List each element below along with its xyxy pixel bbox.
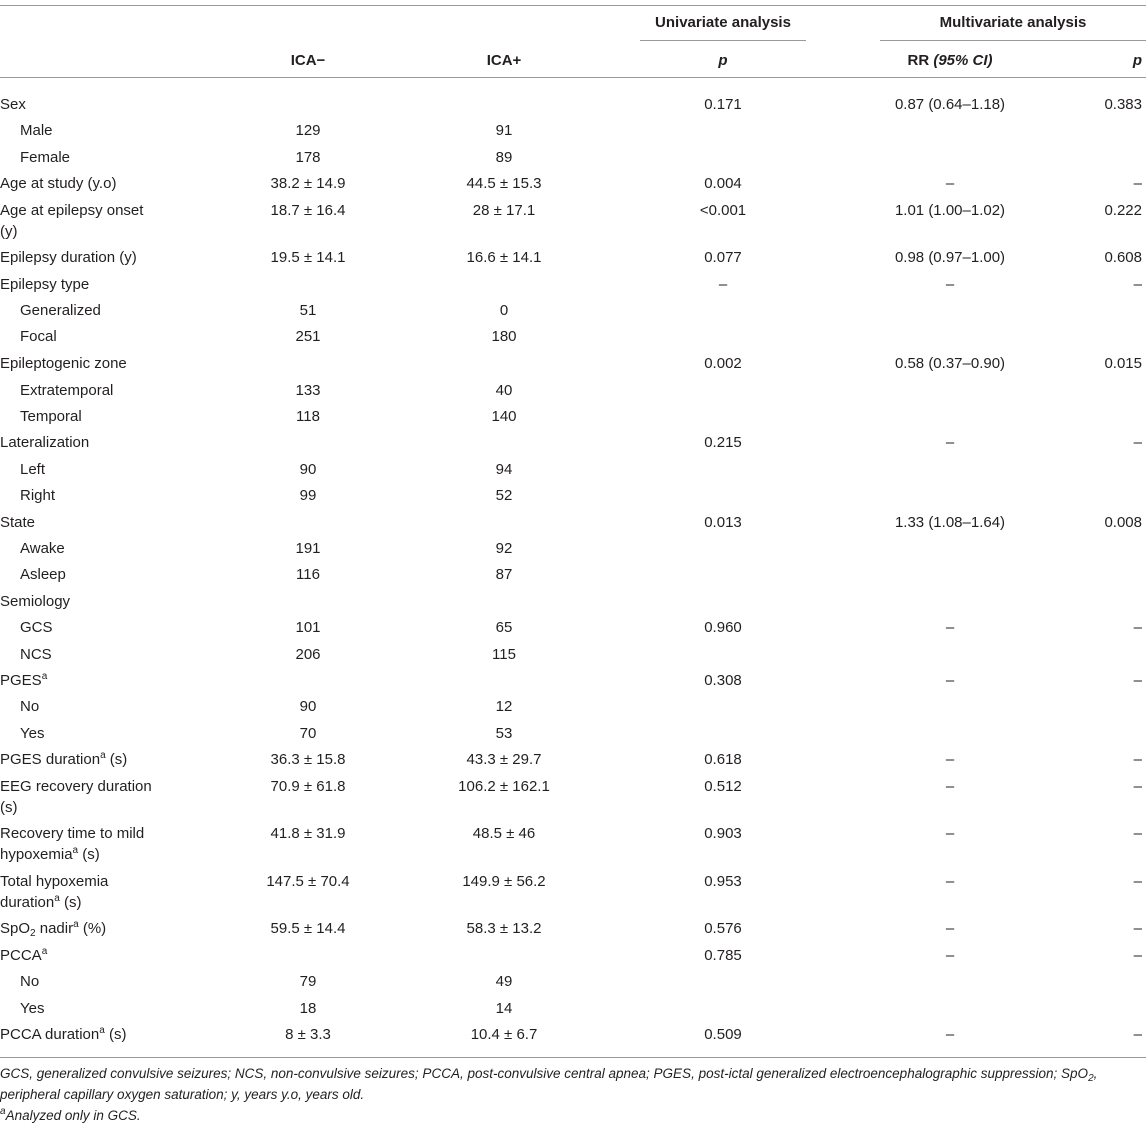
multivariate-p-column-header: p — [1132, 52, 1142, 69]
cell-multivariate-p: – — [1133, 751, 1142, 768]
cell-ica-negative: 206 — [295, 646, 321, 663]
cell-ica-positive: 48.5 ± 46 — [472, 825, 536, 842]
cell-ica-positive: 140 — [491, 408, 517, 425]
row-label: Epilepsy type — [0, 276, 90, 293]
multivariate-group-header: Multivariate analysis — [939, 14, 1087, 31]
cell-ica-negative: 133 — [295, 382, 321, 399]
header-rule — [0, 77, 1146, 78]
cell-ica-negative: 191 — [295, 540, 321, 557]
cell-ica-negative: 129 — [295, 122, 321, 139]
row-label: Yes — [20, 725, 45, 742]
cell-ica-positive: 149.9 ± 56.2 — [462, 873, 546, 890]
row-label: Awake — [20, 540, 65, 557]
cell-ica-positive: 16.6 ± 14.1 — [466, 249, 542, 266]
cell-ica-positive: 53 — [495, 725, 513, 742]
row-label: No — [20, 698, 40, 715]
cell-rr-ci: – — [945, 434, 955, 451]
cell-ica-positive: 12 — [495, 698, 513, 715]
cell-ica-negative: 147.5 ± 70.4 — [266, 873, 350, 890]
ica-negative-column-header: ICA− — [290, 52, 326, 69]
cell-ica-negative: 19.5 ± 14.1 — [270, 249, 346, 266]
row-label: Sex — [0, 96, 26, 113]
row-label: Left — [20, 461, 46, 478]
cell-multivariate-p: – — [1133, 672, 1142, 689]
cell-ica-positive: 14 — [495, 1000, 513, 1017]
cell-multivariate-p: 0.008 — [1104, 514, 1142, 531]
row-label: Age at epilepsy onset (y) — [0, 202, 144, 240]
cell-ica-positive: 106.2 ± 162.1 — [458, 778, 550, 795]
footnote-analysis-note: $^a$Analyzed only in GCS. — [0, 1106, 141, 1123]
cell-ica-positive: 43.3 ± 29.7 — [466, 751, 542, 768]
cell-ica-negative: 8 ± 3.3 — [285, 1026, 331, 1043]
cell-ica-negative: 51 — [299, 302, 317, 319]
row-label: SpO$_2$ nadir$^a$ (%) — [0, 919, 107, 939]
cell-rr-ci: – — [945, 276, 955, 293]
cell-univariate-p: 0.903 — [704, 825, 742, 842]
cell-rr-ci: – — [945, 175, 955, 192]
cell-ica-positive: 94 — [495, 461, 513, 478]
cell-univariate-p: 0.576 — [704, 920, 742, 937]
row-label: No — [20, 973, 40, 990]
footnote-abbreviations-cont: peripheral capillary oxygen saturation; y, years y.o, years old. — [0, 1087, 365, 1102]
cell-ica-positive: 91 — [495, 122, 513, 139]
cell-multivariate-p: – — [1133, 947, 1142, 964]
cell-univariate-p: 0.512 — [704, 778, 742, 795]
cell-ica-negative: 90 — [299, 698, 317, 715]
cell-ica-positive: 28 ± 17.1 — [472, 202, 536, 219]
cell-ica-positive: 0 — [499, 302, 509, 319]
cell-multivariate-p: 0.383 — [1104, 96, 1142, 113]
row-label: PCCA$^a$ — [0, 946, 48, 964]
cell-ica-negative: 70.9 ± 61.8 — [270, 778, 346, 795]
cell-ica-negative: 116 — [296, 566, 320, 583]
row-label: Total hypoxemia duration$^a$ (s) — [0, 873, 109, 911]
cell-ica-positive: 92 — [495, 540, 513, 557]
cell-multivariate-p: – — [1133, 276, 1142, 293]
cell-ica-negative: 70 — [299, 725, 317, 742]
row-label: Generalized — [20, 302, 101, 319]
row-label: Yes — [20, 1000, 45, 1017]
ica-positive-column-header: ICA+ — [486, 52, 522, 69]
cell-rr-ci: – — [945, 1026, 955, 1043]
cell-ica-negative: 18.7 ± 16.4 — [270, 202, 346, 219]
cell-ica-negative: 90 — [299, 461, 317, 478]
cell-univariate-p: 0.509 — [704, 1026, 742, 1043]
row-label: Asleep — [20, 566, 66, 583]
cell-ica-positive: 52 — [495, 487, 513, 504]
cell-univariate-p: 0.004 — [704, 175, 742, 192]
cell-rr-ci: – — [945, 619, 955, 636]
cell-rr-ci: – — [945, 947, 955, 964]
row-label: Temporal — [20, 408, 82, 425]
cell-multivariate-p: 0.015 — [1104, 355, 1142, 372]
cell-ica-negative: 79 — [299, 973, 317, 990]
cell-multivariate-p: – — [1133, 434, 1142, 451]
cell-ica-negative: 251 — [295, 328, 321, 345]
cell-univariate-p: 0.308 — [704, 672, 742, 689]
table-top-rule — [0, 5, 1146, 6]
cell-ica-negative: 59.5 ± 14.4 — [270, 920, 346, 937]
cell-ica-positive: 44.5 ± 15.3 — [466, 175, 542, 192]
row-label: PCCA duration$^a$ (s) — [0, 1025, 127, 1043]
row-label: Age at study (y.o) — [0, 175, 117, 192]
cell-ica-negative: 38.2 ± 14.9 — [270, 175, 346, 192]
univariate-group-rule — [640, 40, 806, 41]
cell-multivariate-p: – — [1133, 873, 1142, 890]
cell-ica-negative: 41.8 ± 31.9 — [270, 825, 346, 842]
cell-ica-negative: 36.3 ± 15.8 — [270, 751, 346, 768]
row-label: Male — [20, 122, 53, 139]
row-label: EEG recovery duration (s) — [0, 778, 152, 816]
cell-ica-positive: 58.3 ± 13.2 — [466, 920, 542, 937]
row-label: Focal — [20, 328, 57, 345]
cell-rr-ci: 1.01 (1.00–1.02) — [894, 202, 1006, 219]
cell-rr-ci: – — [945, 825, 955, 842]
table-bottom-rule — [0, 1057, 1146, 1058]
cell-rr-ci: 0.58 (0.37–0.90) — [894, 355, 1006, 372]
cell-univariate-p: 0.002 — [704, 355, 742, 372]
footnote-abbreviations: GCS, generalized convulsive seizures; NCS, non-convulsive seizures; PCCA, post-convulsive central apnea; PGES, post-ictal generalized electroencephalographic suppression; SpO$_2$, — [0, 1066, 1098, 1084]
cell-rr-ci: – — [945, 751, 955, 768]
cell-ica-negative: 99 — [299, 487, 317, 504]
univariate-group-header: Univariate analysis — [655, 14, 791, 31]
cell-ica-positive: 87 — [495, 566, 513, 583]
cell-univariate-p: 0.960 — [704, 619, 742, 636]
row-label: Female — [20, 149, 71, 166]
cell-ica-positive: 49 — [495, 973, 513, 990]
cell-rr-ci: – — [945, 873, 955, 890]
cell-univariate-p: 0.618 — [704, 751, 742, 768]
rr-column-header: RR (95% CI) — [907, 52, 993, 69]
row-label: Epileptogenic zone — [0, 355, 127, 372]
cell-rr-ci: 1.33 (1.08–1.64) — [894, 514, 1006, 531]
row-label: State — [0, 514, 36, 531]
row-label: Lateralization — [0, 434, 90, 451]
cell-ica-positive: 115 — [492, 646, 516, 663]
cell-multivariate-p: – — [1133, 825, 1142, 842]
cell-univariate-p: 0.077 — [704, 249, 742, 266]
multivariate-group-rule — [880, 40, 1146, 41]
row-label: Semiology — [0, 593, 71, 610]
cell-univariate-p: 0.785 — [704, 947, 742, 964]
row-label: Right — [20, 487, 56, 504]
cell-multivariate-p: – — [1133, 778, 1142, 795]
univariate-p-column-header: p — [718, 52, 728, 69]
cell-multivariate-p: – — [1133, 619, 1142, 636]
cell-ica-positive: 10.4 ± 6.7 — [470, 1026, 538, 1043]
cell-univariate-p: 0.171 — [704, 96, 742, 113]
row-label: Epilepsy duration (y) — [0, 249, 137, 266]
cell-multivariate-p: – — [1133, 1026, 1142, 1043]
cell-univariate-p: 0.215 — [704, 434, 742, 451]
cell-univariate-p: <0.001 — [699, 202, 747, 219]
row-label: Recovery time to mild hypoxemia$^a$ (s) — [0, 825, 145, 863]
cell-ica-negative: 18 — [299, 1000, 317, 1017]
cell-univariate-p: 0.013 — [704, 514, 742, 531]
row-label: PGES duration$^a$ (s) — [0, 750, 128, 768]
row-label: Extratemporal — [20, 382, 114, 399]
row-label: PGES$^a$ — [0, 671, 48, 689]
row-label: GCS — [20, 619, 53, 636]
cell-rr-ci: – — [945, 672, 955, 689]
cell-multivariate-p: – — [1133, 175, 1142, 192]
cell-univariate-p: 0.953 — [704, 873, 742, 890]
cell-rr-ci: 0.98 (0.97–1.00) — [894, 249, 1006, 266]
cell-multivariate-p: – — [1133, 920, 1142, 937]
cell-rr-ci: – — [945, 920, 955, 937]
cell-ica-positive: 40 — [495, 382, 513, 399]
cell-multivariate-p: 0.222 — [1104, 202, 1142, 219]
cell-ica-negative: 101 — [295, 619, 321, 636]
cell-ica-positive: 180 — [491, 328, 517, 345]
cell-ica-positive: 65 — [495, 619, 513, 636]
cell-multivariate-p: 0.608 — [1104, 249, 1142, 266]
cell-ica-negative: 178 — [295, 149, 321, 166]
cell-ica-negative: 118 — [296, 408, 320, 425]
row-label: NCS — [20, 646, 52, 663]
cell-rr-ci: – — [945, 778, 955, 795]
cell-univariate-p: – — [718, 276, 728, 293]
cell-ica-positive: 89 — [495, 149, 513, 166]
cell-rr-ci: 0.87 (0.64–1.18) — [894, 96, 1006, 113]
